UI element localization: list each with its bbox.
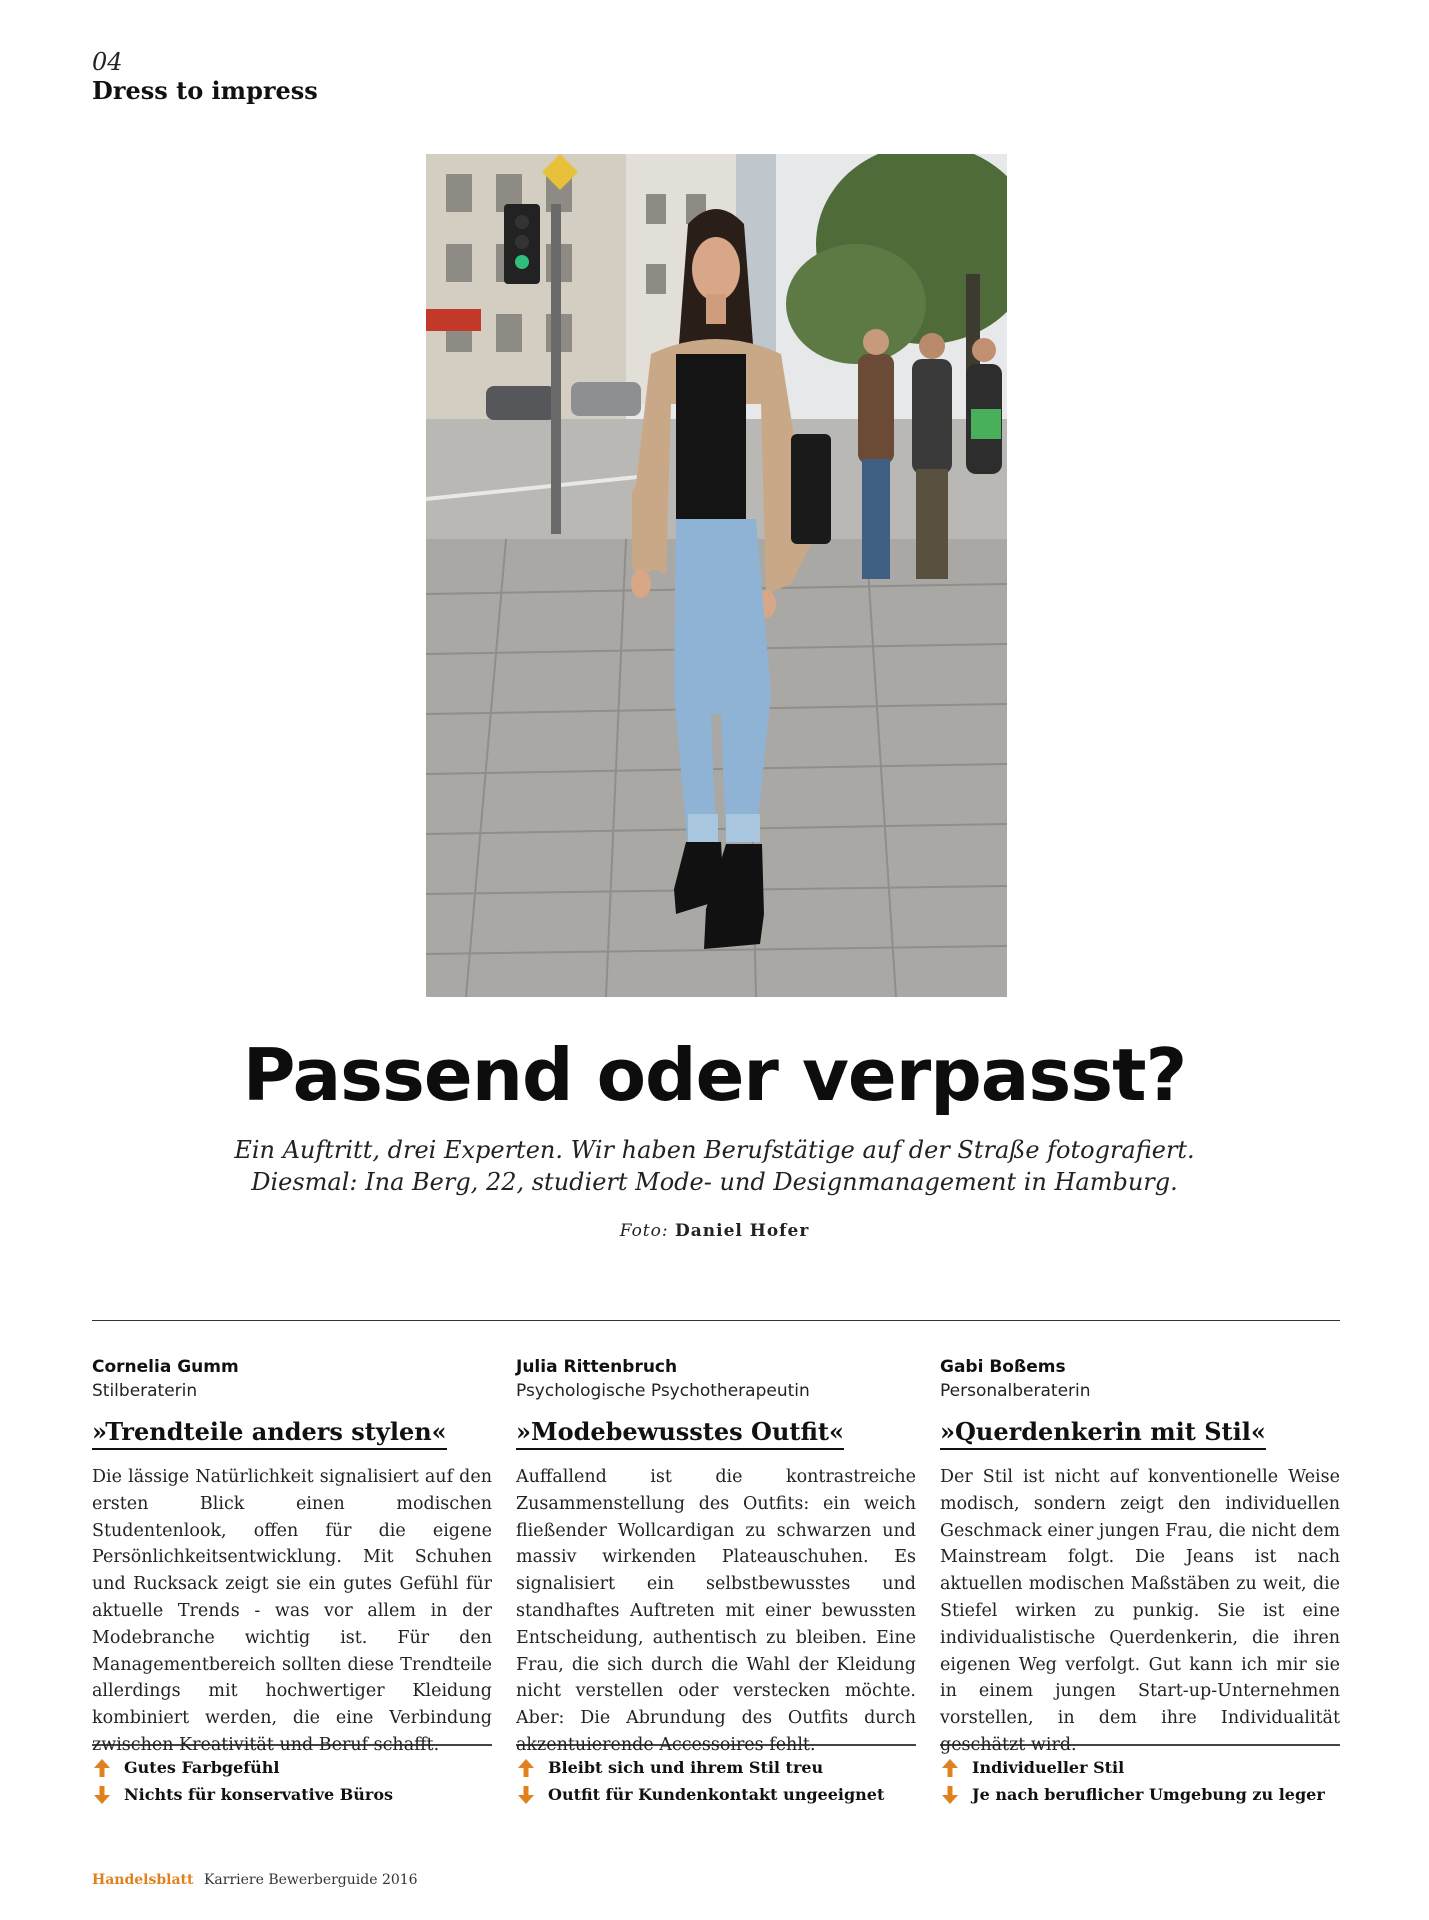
verdict-pro bbox=[940, 1754, 1340, 1781]
verdict-con-text: Nichts für konservative Büros bbox=[124, 1785, 394, 1804]
expert-quote-title: »Querdenkerin mit Stil« bbox=[940, 1417, 1266, 1450]
verdict-con-text: Je nach beruflicher Umgebung zu leger bbox=[972, 1785, 1325, 1804]
expert-name: Julia Rittenbruch bbox=[516, 1357, 678, 1377]
section-divider bbox=[92, 1320, 1340, 1321]
dek-line-1: Ein Auftritt, drei Experten. Wir haben Berufstätige auf der Straße fotografiert. bbox=[234, 1136, 1195, 1164]
section-title: Dress to impress bbox=[92, 76, 318, 105]
arrow-up-icon bbox=[940, 1758, 960, 1778]
article-headline: Passend oder verpasst? bbox=[242, 1033, 1187, 1117]
arrow-down-icon bbox=[940, 1785, 960, 1805]
expert-column-1 bbox=[92, 1355, 492, 1808]
expert-role: Stilberaterin bbox=[92, 1381, 198, 1401]
verdict-list bbox=[940, 1754, 1340, 1808]
article-dek bbox=[0, 1134, 1429, 1198]
verdict-list bbox=[92, 1754, 492, 1808]
verdict-con bbox=[516, 1781, 916, 1808]
verdict-con-text: Outfit für Kundenkontakt ungeeignet bbox=[548, 1785, 885, 1804]
photo-credit bbox=[0, 1221, 1429, 1241]
arrow-up-icon bbox=[92, 1758, 112, 1778]
arrow-down-icon bbox=[92, 1785, 112, 1805]
section-number: 04 bbox=[92, 48, 123, 76]
expert-role: Psychologische Psychotherapeutin bbox=[516, 1381, 810, 1401]
expert-quote-title: »Trendteile anders stylen« bbox=[92, 1417, 447, 1450]
expert-quote-title: »Modebewusstes Outfit« bbox=[516, 1417, 844, 1450]
verdict-pro-text: Individueller Stil bbox=[972, 1758, 1125, 1777]
dek-line-2: Diesmal: Ina Berg, 22, studiert Mode- und Designmanagement in Hamburg. bbox=[251, 1168, 1178, 1196]
expert-text: Auffallend ist die kontrastreiche Zusammenstellung des Outfits: ein weich fließender Wollcardigan zu schwarzen und massiv wirkenden Plateauschuhen. Es signalisiert ein selbstbewusstes und standhaftes Auftreten mit einer bewussten Entscheidung, authentisch zu bleiben. Eine Frau, die sich durch die Wahl der Kleidung nicht verstellen oder verstecken möchte. Aber: Die Abrundung des Outfits durch akzentuierende Accessoires fehlt. bbox=[516, 1467, 916, 1755]
verdict-con bbox=[940, 1781, 1340, 1808]
expert-column-3 bbox=[940, 1355, 1340, 1808]
footer-publication: Karriere Bewerberguide 2016 bbox=[203, 1872, 418, 1888]
verdict-list bbox=[516, 1754, 916, 1808]
expert-text: Die lässige Natürlichkeit signalisiert auf den ersten Blick einen modischen Studentenlook, offen für die eigene Persönlichkeitsentwicklung. Mit Schuhen und Rucksack zeigt sie ein gutes Gefühl für aktuelle Trends - was vor allem in der Modebranche wichtig ist. Für den Managementbereich sollten diese Trendteile allerdings mit hochwertiger Kleidung kombiniert werden, die eine Verbindung zwischen Kreativität und Beruf schafft. bbox=[92, 1467, 492, 1755]
verdict-con bbox=[92, 1781, 492, 1808]
photo-credit-label: Foto: bbox=[619, 1221, 669, 1241]
photo-credit-name: Daniel Hofer bbox=[675, 1221, 810, 1241]
expert-text: Der Stil ist nicht auf konventionelle Weise modisch, sondern zeigt den individuellen Geschmack einer jungen Frau, die nicht dem Mainstream folgt. Die Jeans ist nach aktuellen modischen Maßstäben zu weit, die Stiefel wirken zu punkig. Sie ist eine individualistische Querdenkerin, die ihren eigenen Weg verfolgt. Gut kann ich mir sie in einem jungen Start-up-Unternehmen vorstellen, in dem ihre Individualität geschätzt wird. bbox=[940, 1467, 1340, 1755]
verdict-pro-text: Bleibt sich und ihrem Stil treu bbox=[548, 1758, 824, 1777]
street-portrait-photo bbox=[426, 154, 1007, 997]
expert-name: Cornelia Gumm bbox=[92, 1357, 239, 1377]
verdict-pro-text: Gutes Farbgefühl bbox=[124, 1758, 280, 1777]
footer-brand: Handelsblatt bbox=[92, 1872, 194, 1888]
arrow-up-icon bbox=[516, 1758, 536, 1778]
expert-role: Personalberaterin bbox=[940, 1381, 1091, 1401]
page-footer bbox=[92, 1872, 418, 1888]
expert-column-2 bbox=[516, 1355, 916, 1808]
verdict-pro bbox=[516, 1754, 916, 1781]
expert-name: Gabi Boßems bbox=[940, 1357, 1066, 1377]
arrow-down-icon bbox=[516, 1785, 536, 1805]
